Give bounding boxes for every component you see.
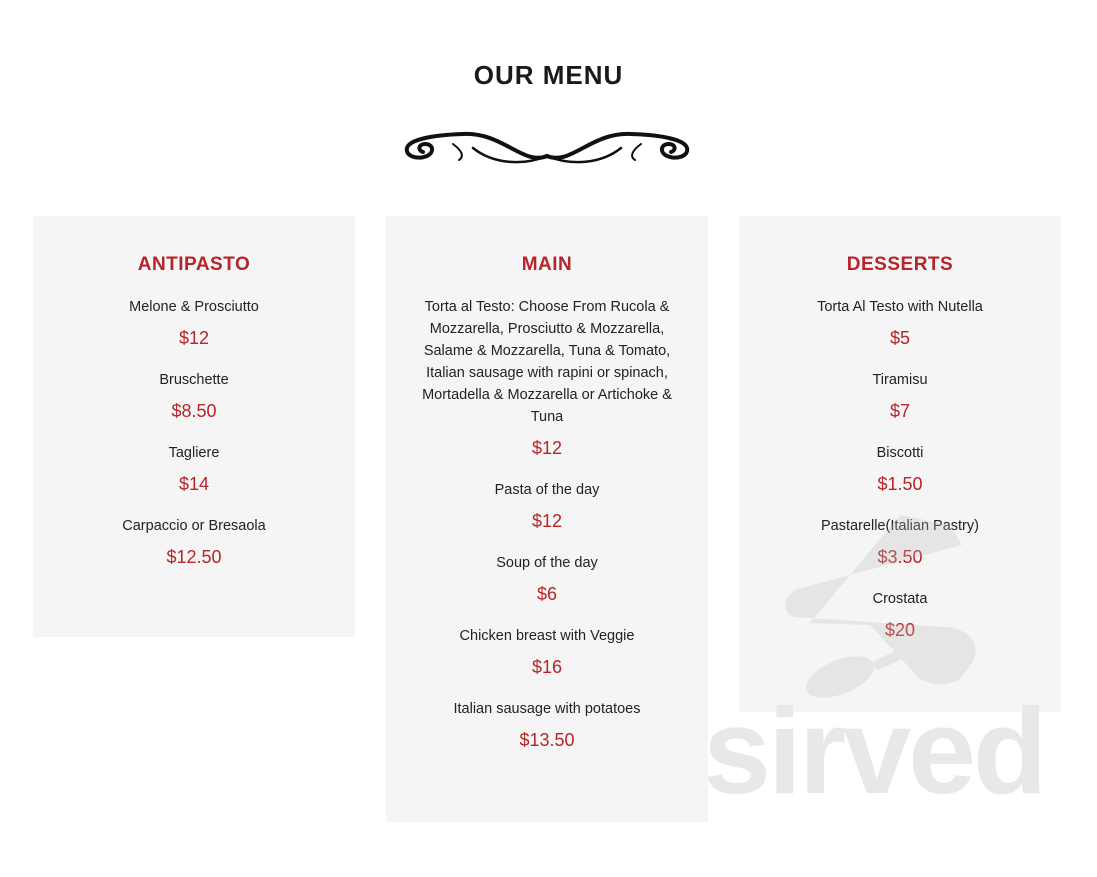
item-name: Torta al Testo: Choose From Rucola & Mozzarella, Prosciutto & Mozzarella, Salame & Mozzarella, Tuna & Tomato, Italian sausage with rapini or spinach, Mortadella & Mozzarella or Artichoke & Tuna — [422, 299, 672, 425]
item-price: $7 — [889, 401, 911, 421]
menu-item — [33, 369, 355, 422]
item-name: Biscotti — [876, 445, 924, 461]
section-title: MAIN — [521, 254, 573, 275]
item-name: Bruschette — [159, 372, 229, 388]
item-name: Crostata — [872, 591, 928, 607]
section-title: ANTIPASTO — [137, 254, 251, 275]
item-name: Pasta of the day — [494, 482, 600, 498]
item-name: Torta Al Testo with Nutella — [817, 299, 983, 315]
item-price: $12 — [531, 511, 563, 531]
item-price: $14 — [178, 474, 210, 494]
item-price: $3.50 — [877, 547, 923, 567]
menu-item — [33, 442, 355, 495]
item-name: Tiramisu — [872, 372, 928, 388]
item-price: $6 — [536, 584, 558, 604]
menu-item — [739, 588, 1061, 641]
menu-item — [386, 296, 708, 459]
menu-item — [739, 369, 1061, 422]
item-name: Carpaccio or Bresaola — [122, 518, 266, 534]
item-name: Soup of the day — [496, 555, 598, 571]
item-name: Tagliere — [168, 445, 220, 461]
menu-item — [386, 479, 708, 532]
item-name: Chicken breast with Veggie — [459, 628, 635, 644]
section-title: DESSERTS — [846, 254, 954, 275]
item-price: $8.50 — [171, 401, 217, 421]
menu-item — [739, 442, 1061, 495]
menu-item — [386, 698, 708, 751]
menu-item — [33, 515, 355, 568]
menu-section-main — [386, 216, 708, 822]
sirved-watermark: sirved — [703, 683, 1045, 819]
menu-item — [386, 552, 708, 605]
item-price: $1.50 — [877, 474, 923, 494]
item-price: $12.50 — [166, 547, 222, 567]
item-price: $20 — [884, 620, 916, 640]
item-price: $12 — [178, 328, 210, 348]
menu-item — [739, 515, 1061, 568]
item-price: $16 — [531, 657, 563, 677]
menu-item — [739, 296, 1061, 349]
item-price: $13.50 — [519, 730, 575, 750]
menu-item — [33, 296, 355, 349]
menu-section-antipasto — [33, 216, 355, 637]
item-price: $12 — [531, 438, 563, 458]
menu-section-desserts — [739, 216, 1061, 712]
item-name: Pastarelle(Italian Pastry) — [821, 518, 979, 534]
item-name: Italian sausage with potatoes — [453, 701, 641, 717]
page-title: OUR MENU — [473, 60, 624, 90]
item-price: $5 — [889, 328, 911, 348]
item-name: Melone & Prosciutto — [129, 299, 259, 315]
menu-item — [386, 625, 708, 678]
flourish-divider-icon — [403, 126, 691, 168]
